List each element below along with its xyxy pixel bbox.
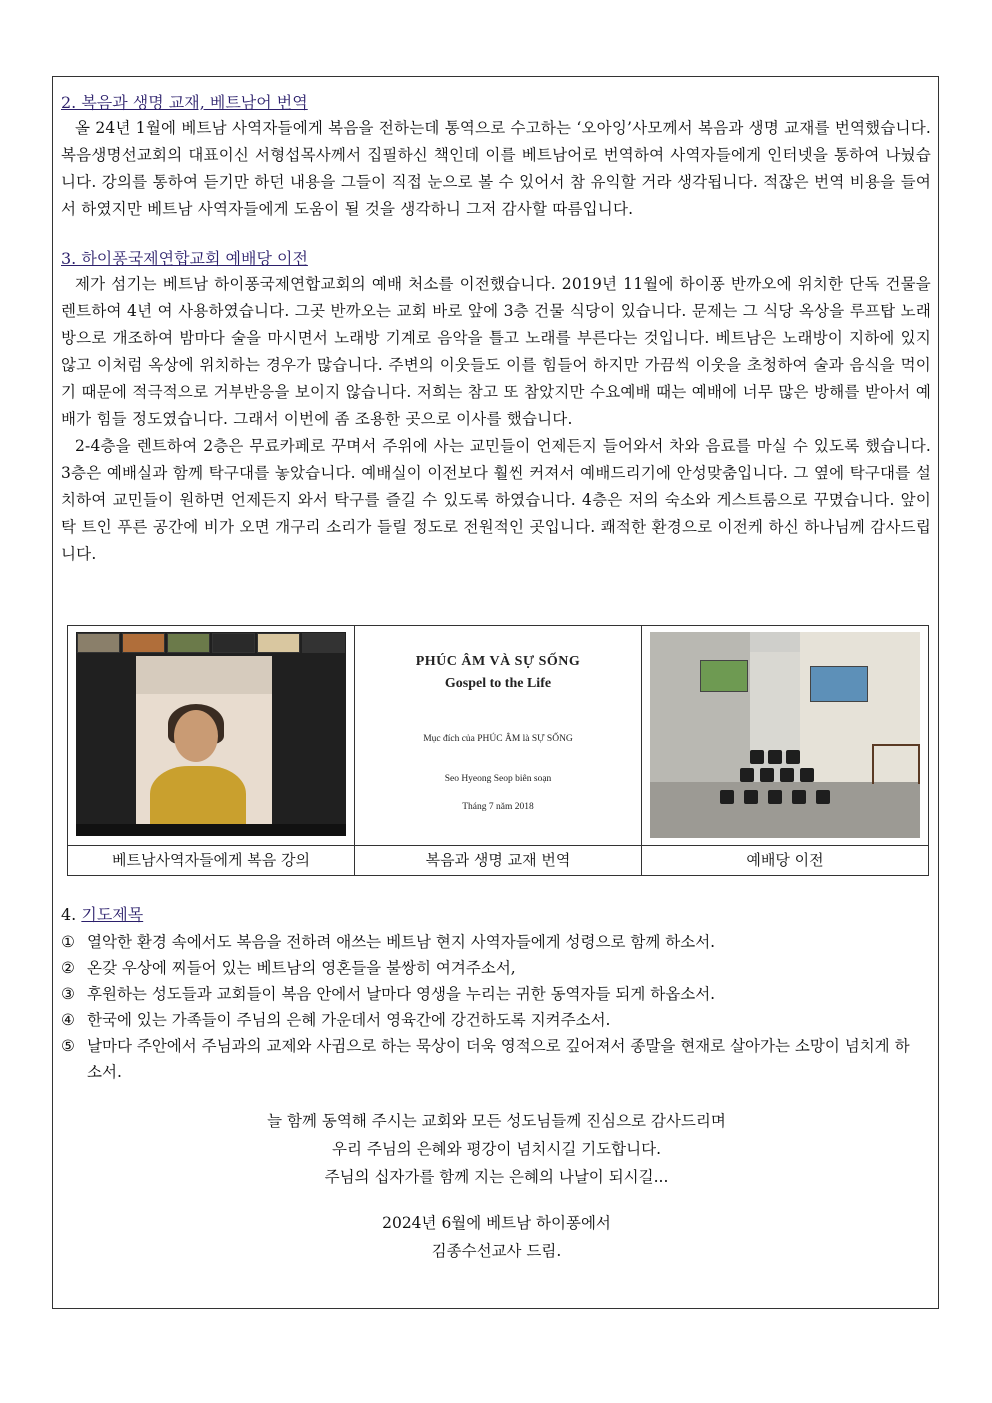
photo-cell-book-cover [355, 626, 642, 846]
zoom-lecture-photo [76, 632, 346, 836]
date-place: 2024년 6월에 베트남 하이퐁에서 [382, 1214, 611, 1232]
letter-frame [52, 76, 939, 1309]
caption-lecture: 베트남사역자들에게 복음 강의 [68, 846, 355, 876]
signoff [53, 1209, 940, 1265]
prayer-number: 4. [61, 905, 77, 924]
caption-translation: 복음과 생명 교재 번역 [355, 846, 642, 876]
prayer-item: ③ 후원하는 성도들과 교회들이 복음 안에서 날마다 영생을 누리는 귀한 동역자들 되게 하옵소서. [61, 985, 716, 1003]
closing-line: 늘 함께 동역해 주시는 교회와 모든 성도님들께 진심으로 감사드리며 [267, 1112, 726, 1130]
photo-table [67, 625, 929, 876]
cover-date: Tháng 7 năm 2018 [462, 802, 534, 812]
book-cover [355, 626, 641, 845]
closing-line: 우리 주님의 은혜와 평강이 넘치시길 기도합니다. [331, 1140, 662, 1158]
cover-subtitle: Gospel to the Life [444, 676, 552, 691]
signature: 김종수선교사 드림. [431, 1242, 562, 1260]
wall-painting [810, 666, 868, 702]
caption-chapel: 예배당 이전 [642, 846, 929, 876]
zoom-speaker-video [136, 656, 272, 824]
cover-purpose: Mục đích của PHÚC ÂM là SỰ SỐNG [423, 734, 573, 744]
photo-cell-lecture [68, 626, 355, 846]
chapel-photo [650, 632, 920, 838]
zoom-participant-strip [76, 632, 346, 654]
cover-title: PHÚC ÂM VÀ SỰ SỐNG [415, 654, 581, 669]
prayer-list [61, 929, 921, 1085]
closing-message [53, 1107, 940, 1191]
section-2-paragraph: 올 24년 1월에 베트남 사역자들에게 복음을 전하는데 통역으로 수고하는 ‘오아잉’사모께서 복음과 생명 교재를 번역했습니다. 복음생명선교회의 대표이신 서형섭목사께서 집필하신 책인데 이를 베트남어로 번역하여 사역자들에게 인터넷을 통하여 나눴습니다. 강의를 통하여 듣기만 하던 내용을 그들이 직접 눈으로 볼 수 있어서 참 유익할 거라 생각됩니다. 적잖은 번역 비용을 들여서 하였지만 베트남 사역자들에게 도움이 될 것을 생각하니 그저 감사할 따름입니다. [61, 119, 931, 218]
prayer-item: ④ 한국에 있는 가족들이 주님의 은혜 가운데서 영육간에 강건하도록 지켜주소서. [61, 1011, 611, 1029]
closing-line: 주님의 십자가를 함께 지는 은혜의 나날이 되시길... [324, 1168, 669, 1186]
letter-body [61, 91, 931, 568]
side-table [872, 744, 920, 784]
prayer-item: ① 열악한 환경 속에서도 복음을 전하려 애쓰는 베트남 현지 사역자들에게 성령으로 함께 하소서. [61, 933, 716, 951]
photo-cell-chapel [642, 626, 929, 846]
section-3-paragraph-1: 제가 섬기는 베트남 하이퐁국제연합교회의 예배 처소를 이전했습니다. 2019년 11월에 하이퐁 반까오에 위치한 단독 건물을 렌트하여 4년 여 사용하였습니다. 그곳 반까오는 교회 바로 앞에 3층 건물 식당이 있습니다. 문제는 그 식당 옥상을 루프탑 노래방으로 개조하여 밤마다 술을 마시면서 노래방 기계로 음악을 틀고 노래를 부른다는 것입니다. 베트남은 노래방이 지하에 있지 않고 이처럼 옥상에 위치하는 경우가 많습니다. 주변의 이웃들도 이를 힘들어 하지만 가끔씩 이웃을 초청하여 술과 음식을 먹이기 때문에 적극적으로 거부반응을 보이지 않습니다. 저희는 참고 또 참았지만 수요예배 때는 예배에 너무 많은 방해를 받아서 예배가 힘들 정도였습니다. 그래서 이번에 좀 조용한 곳으로 이사를 했습니다. [61, 275, 931, 428]
prayer-heading [61, 903, 143, 927]
prayer-heading-text: 기도제목 [81, 905, 144, 924]
section-2-heading: 2. 복음과 생명 교재, 베트남어 번역 [61, 93, 308, 112]
prayer-item: ⑤ 날마다 주안에서 주님과의 교제와 사귐으로 하는 묵상이 더욱 영적으로 깊어져서 종말을 현재로 살아가는 소망이 넘치게 하소서. [61, 1037, 910, 1081]
section-3-heading: 3. 하이퐁국제연합교회 예배당 이전 [61, 249, 308, 268]
zoom-toolbar [76, 824, 346, 836]
cover-author: Seo Hyeong Seop biên soạn [444, 774, 552, 784]
wall-painting [700, 660, 748, 692]
prayer-item: ② 온갖 우상에 찌들어 있는 베트남의 영혼들을 불쌍히 여겨주소서, [61, 959, 516, 977]
section-3-paragraph-2: 2-4층을 렌트하여 2층은 무료카페로 꾸며서 주위에 사는 교민들이 언제든지 들어와서 차와 음료를 마실 수 있도록 했습니다. 3층은 예배실과 함께 탁구대를 놓았습니다. 예배실이 이전보다 훨씬 커져서 예배드리기에 안성맞춤입니다. 그 옆에 탁구대를 설치하여 교민들이 원하면 언제든지 와서 탁구를 즐길 수 있도록 하였습니다. 4층은 저의 숙소와 게스트룸으로 꾸몄습니다. 앞이 탁 트인 푸른 공간에 비가 오면 개구리 소리가 들릴 정도로 전원적인 곳입니다. 쾌적한 환경으로 이전케 하신 하나님께 감사드립니다. [61, 437, 931, 563]
